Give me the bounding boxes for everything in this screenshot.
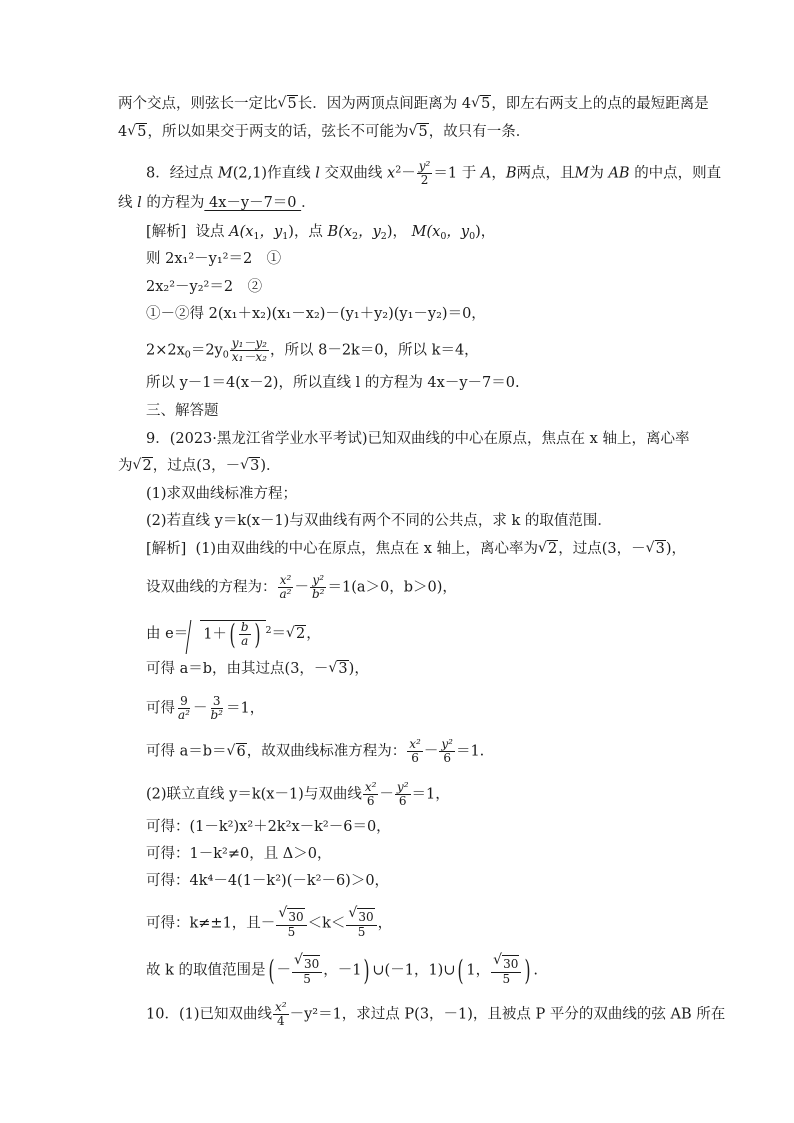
solution-line — [146, 337, 479, 364]
sqrt: √ 3 — [240, 456, 260, 476]
text: 可得 a＝b＝ — [146, 743, 227, 760]
text: 1＋ — [203, 626, 227, 643]
text: B — [505, 165, 517, 182]
text: ＝ — [271, 626, 287, 642]
text: M — [574, 165, 590, 182]
text: ， — [480, 224, 496, 240]
question-9: 9．(2023·黑龙江省学业水平考试)已知双曲线的中心在原点，焦点在 x 轴上，离心率 — [146, 431, 690, 447]
text: ，过点(3，－ — [558, 541, 646, 557]
question-9-part1: (1)求双曲线标准方程； — [146, 486, 298, 502]
text: 2 — [265, 625, 272, 636]
section-heading: 三、解答题 — [146, 403, 219, 419]
sqrt — [188, 617, 265, 651]
solution-line — [146, 908, 392, 939]
solution-line — [146, 574, 457, 601]
text: ，点 — [293, 224, 323, 240]
text: ，所以如果交于两支的话，弦长不可能为 — [147, 124, 409, 140]
text: )， — [348, 661, 369, 677]
text: ＜k＜ — [307, 915, 346, 932]
text: ， — [491, 165, 506, 182]
text: 8．经过点 — [146, 165, 214, 182]
text: (1)由双曲线的中心在原点，焦点在 x 轴上，离心率为 — [195, 541, 538, 557]
text: －y²＝1，求过点 P(3，－1)，且被点 P 平分的双曲线的弦 AB 所在 — [289, 1006, 726, 1023]
fraction: √ $\frac{30}{5}$ — [491, 955, 521, 986]
text: A — [480, 165, 492, 182]
text: B(x — [327, 224, 353, 240]
text: )， — [665, 541, 687, 557]
text: 设双曲线的方程为： — [146, 579, 277, 596]
text: . — [533, 962, 538, 979]
text: － — [423, 743, 439, 760]
question-8 — [146, 160, 721, 187]
text: 0 — [469, 231, 476, 242]
fraction: $\frac{\text{y²}}{2}$ — [418, 159, 431, 187]
text: ，y — [358, 224, 381, 240]
text: 0 — [184, 349, 191, 361]
text: ∪(－1，1)∪ — [372, 962, 456, 979]
sqrt: √ 5 — [408, 122, 428, 142]
text: (2)联立直线 y＝k(x－1)与双曲线 — [146, 786, 362, 803]
text: M(x — [411, 224, 441, 240]
text: － — [401, 165, 416, 182]
fraction: $\frac{3}{\text{b²}}$ — [210, 694, 223, 722]
text: 1 — [282, 231, 289, 242]
solution-line — [146, 781, 450, 808]
text: 的方程为 — [146, 195, 205, 211]
text: 作直线 — [267, 165, 311, 182]
paren: ) — [254, 617, 261, 651]
fraction: $\frac{\text{x²}}{\text{a²}}$ — [279, 573, 292, 601]
solution-line: 可得：1－k²≠0，且 Δ＞0， — [146, 846, 332, 862]
text: 2 — [395, 164, 402, 176]
text: 两点，且 — [516, 165, 575, 182]
paren: ) — [363, 953, 370, 987]
text: ) — [288, 224, 294, 240]
analysis-tag: [解析] — [146, 541, 187, 557]
solution-line: 2x₂²－y₂²＝2 ② — [146, 279, 263, 295]
text: ， — [392, 224, 408, 240]
text: ＝1， — [411, 786, 450, 803]
fraction: $\frac{\text{y₁－y₂}}{\text{x₁－x₂}}$ — [231, 336, 267, 364]
text: ，y — [446, 224, 470, 240]
text: x — [387, 165, 396, 182]
text: 为 — [589, 165, 604, 182]
sqrt: √ 3 — [328, 659, 348, 679]
text: ＝1(a＞0，b＞0)， — [327, 579, 457, 596]
text: 两个交点，则弦长一定比 — [118, 96, 278, 112]
text: － — [294, 579, 309, 596]
text: 1， — [466, 962, 491, 979]
text: 线 — [118, 195, 133, 211]
analysis-tag: [解析] — [146, 224, 187, 240]
text: A(x — [229, 224, 254, 240]
fraction: $\frac{\text{x²}}{4}$ — [275, 1000, 287, 1028]
text: 0 — [440, 231, 447, 242]
text: ＝2y — [190, 342, 223, 359]
text: )． — [260, 458, 281, 474]
solution-line: 所以 y－1＝4(x－2)，所以直线 l 的方程为 4x－y－7＝0. — [146, 375, 520, 391]
text: 0 — [222, 349, 229, 361]
text: ＝1. — [455, 743, 485, 760]
solution-line — [146, 539, 686, 559]
text: 由 e＝ — [146, 626, 189, 642]
fraction: √ $\frac{30}{5}$ — [292, 955, 322, 986]
sqrt: √ 2 — [538, 539, 558, 559]
answer-blank: 4x－y－7＝0 — [204, 195, 302, 211]
paren: ) — [524, 953, 531, 987]
fraction: $\frac{\text{y²}}{\text{b²}}$ — [311, 573, 325, 601]
text: 4 — [118, 124, 128, 140]
text: 2 — [352, 231, 359, 242]
text: 2×2x — [146, 342, 185, 359]
text: l — [137, 195, 142, 211]
sqrt: √ 2 — [133, 456, 153, 476]
solution-line — [146, 695, 264, 722]
solution-line — [146, 955, 538, 986]
text: 10．(1)已知双曲线 — [146, 1006, 272, 1023]
text: ，过点(3，－ — [152, 458, 241, 474]
text: ，故只有一条． — [428, 124, 531, 140]
text: 故 k 的取值范围是 — [146, 962, 266, 979]
text: ． — [301, 195, 316, 211]
paren: ( — [229, 617, 236, 651]
text: ，－1 — [323, 962, 362, 979]
question-8-cont — [118, 193, 316, 213]
text: AB — [608, 165, 630, 182]
solution-line — [146, 222, 495, 242]
solution-line: 则 2x₁²－y₁²＝2 ① — [146, 251, 282, 267]
solution-line — [146, 738, 484, 765]
text: l — [315, 165, 320, 182]
text: 1 — [253, 231, 260, 242]
text-line — [118, 94, 709, 114]
text: ，所以 8－2k＝0，所以 k＝4， — [269, 342, 479, 359]
text: 长．因为两顶点间距离为 4 — [297, 96, 472, 112]
fraction: $\frac{\text{y²}}{6}$ — [396, 780, 409, 808]
text: 的中点，则直 — [634, 165, 722, 182]
text: 可得：k≠±1，且－ — [146, 915, 276, 932]
fraction: √ $\frac{30}{5}$ — [346, 908, 376, 939]
solution-line: 可得：4k⁴－4(1－k²)(－k²－6)＞0， — [146, 873, 390, 889]
text: ＝1， — [225, 700, 265, 717]
solution-line — [146, 617, 321, 651]
fraction: $\frac{9}{\text{a²}}$ — [178, 694, 190, 722]
text: 为 — [118, 458, 133, 474]
sqrt: √ 3 — [646, 539, 666, 559]
question-9-part2: (2)若直线 y＝k(x－1)与双曲线有两个不同的公共点，求 k 的取值范围． — [146, 513, 612, 529]
text: ， — [306, 626, 321, 642]
fraction: $\frac{\text{x²}}{6}$ — [364, 780, 377, 808]
text: 2 — [380, 231, 387, 242]
fraction: $\frac{b}{a}$ — [240, 620, 249, 648]
text: ，故双曲线标准方程为： — [246, 743, 407, 760]
text: － — [379, 786, 394, 803]
text: 可得 a＝b，由其过点(3，－ — [146, 661, 329, 677]
solution-line — [146, 659, 369, 679]
text-line — [118, 122, 530, 142]
sqrt: √ 6 — [227, 742, 247, 762]
fraction: √ $\frac{30}{5}$ — [276, 908, 306, 939]
text: － — [192, 700, 208, 717]
text: ) — [386, 224, 393, 240]
solution-line: ①－②得 2(x₁＋x₂)(x₁－x₂)－(y₁＋y₂)(y₁－y₂)＝0， — [146, 306, 486, 322]
sqrt: √ 2 — [286, 624, 306, 644]
text: 可得 — [146, 700, 175, 717]
text: ) — [475, 224, 481, 240]
text: ，y — [259, 224, 283, 240]
text: － — [276, 962, 291, 979]
question-9-cont — [118, 456, 281, 476]
paren: ( — [267, 953, 274, 987]
fraction: $\frac{\text{y²}}{6}$ — [441, 737, 453, 765]
text: M — [217, 165, 233, 182]
text: 交双曲线 — [324, 165, 383, 182]
text: (2,1) — [232, 165, 268, 182]
text: ＝1 于 — [433, 165, 477, 182]
text: ， — [377, 915, 393, 932]
text: ，即左右两支上的点的最短距离是 — [491, 96, 709, 112]
solution-line: 可得：(1－k²)x²＋2k²x－k²－6＝0， — [146, 819, 391, 835]
sqrt: √ 5 — [278, 94, 298, 114]
sqrt: √ 5 — [127, 122, 147, 142]
fraction: $\frac{\text{x²}}{6}$ — [409, 737, 421, 765]
sqrt: √ 5 — [471, 94, 491, 114]
question-10 — [146, 1001, 725, 1028]
text: 设点 — [195, 224, 225, 240]
paren: ( — [457, 953, 464, 987]
